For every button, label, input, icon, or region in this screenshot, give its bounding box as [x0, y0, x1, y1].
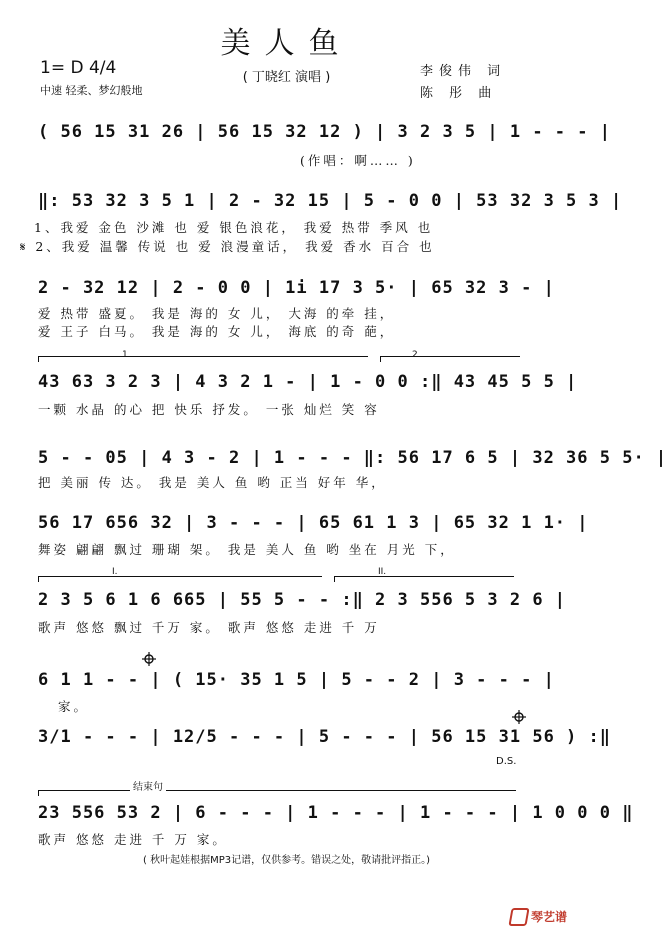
lyrics-row-6: 舞姿 翩翩 飘过 珊瑚 架。 我是 美人 鱼 哟 坐在 月光 下，	[38, 542, 456, 557]
lyrics-row-5: 把 美丽 传 达。 我是 美人 鱼 哟 正当 好年 华，	[38, 475, 387, 490]
notation-row-9: 3/1 - - - | 12/5 - - - | 5 - - - | 56 15 31 56 ) :‖	[38, 727, 611, 747]
volta-2-number: 2	[412, 350, 418, 360]
volta-bracket-2	[380, 356, 520, 357]
notation-row-10: 23 556 53 2 | 6 - - - | 1 - - - | 1 - - - | 1 0 0 0 ‖	[38, 803, 634, 823]
lyrics-row-8: 家。	[58, 699, 90, 714]
lyrics-row-1: (作唱：啊…… )	[300, 153, 416, 168]
lyricist-credit: 李俊伟 词	[420, 64, 507, 79]
volta-bracket-II	[334, 576, 514, 577]
logo-text: 琴艺谱	[530, 909, 567, 924]
ds-marking: D.S.	[496, 756, 517, 767]
singer-line: ( 丁晓红 演唱 )	[242, 70, 331, 85]
volta-bracket-I	[38, 576, 322, 577]
site-logo[interactable]	[510, 908, 567, 927]
volta-1-number: 1	[122, 350, 128, 360]
volta-II-label: II.	[378, 567, 387, 577]
lyrics-row-2-v1: 1、我爱 金色 沙滩 也 爱 银色浪花， 我爱 热带 季风 也	[34, 220, 434, 235]
notation-row-5: 5 - - 05 | 4 3 - 2 | 1 - - - ‖: 56 17 6 5 | 32 36 5 5· |	[38, 448, 667, 468]
notation-row-2: ‖: 53 32 3 5 1 | 2 - 32 15 | 5 - 0 0 | 53 32 3 5 3 |	[38, 191, 623, 211]
volta-I-label: I.	[112, 567, 118, 577]
notation-row-1: ( 56 15 31 26 | 56 15 32 12 ) | 3 2 3 5 | 1 - - - |	[38, 122, 611, 142]
lyrics-row-4: 一颗 水晶 的心 把 快乐 抒发。 一张 灿烂 笑 容	[38, 402, 380, 417]
coda-icon-right	[512, 710, 526, 724]
lyrics-row-3-v1: 爱 热带 盛夏。 我是 海的 女 儿， 大海 的牵 挂，	[38, 306, 396, 321]
lyrics-row-2-v2: 𝄋 2、我爱 温馨 传说 也 爱 浪漫童话， 我爱 香水 百合 也	[20, 239, 435, 254]
coda-label: 结束句	[130, 778, 166, 793]
notation-row-3: 2 - 32 12 | 2 - 0 0 | 1i 17 3 5· | 65 32 3 - |	[38, 278, 555, 298]
key-signature: 1= D 4/4	[40, 58, 117, 78]
composer-credit: 陈 彤 曲	[420, 86, 498, 101]
footer-note: ( 秋叶起娃根据MP3记谱，仅供参考。错误之处，敬请批评指正。)	[142, 855, 430, 866]
notation-row-6: 56 17 656 32 | 3 - - - | 65 61 1 3 | 65 32 1 1· |	[38, 513, 589, 533]
notation-row-7: 2 3 5 6 1 6 665 | 55 5 - - :‖ 2 3 556 5 3 2 6 |	[38, 590, 567, 610]
volta-bracket-1	[38, 356, 368, 357]
logo-icon	[508, 908, 529, 926]
lyrics-row-3-v2: 爱 王子 白马。 我是 海的 女 儿， 海底 的奇 葩，	[38, 324, 396, 339]
notation-row-4: 43 63 3 2 3 | 4 3 2 1 - | 1 - 0 0 :‖ 43 45 5 5 |	[38, 372, 578, 392]
lyrics-row-10: 歌声 悠悠 走进 千 万 家。	[38, 832, 228, 847]
song-title: 美人鱼	[220, 26, 353, 61]
notation-row-8: 6 1 1 - - | ( 15· 35 1 5 | 5 - - 2 | 3 - - - |	[38, 670, 555, 690]
coda-icon	[142, 652, 156, 666]
coda-bracket	[38, 790, 516, 791]
lyrics-row-7: 歌声 悠悠 飘过 千万 家。 歌声 悠悠 走进 千 万	[38, 620, 380, 635]
tempo-marking: 中速 轻柔、梦幻般地	[40, 84, 143, 97]
